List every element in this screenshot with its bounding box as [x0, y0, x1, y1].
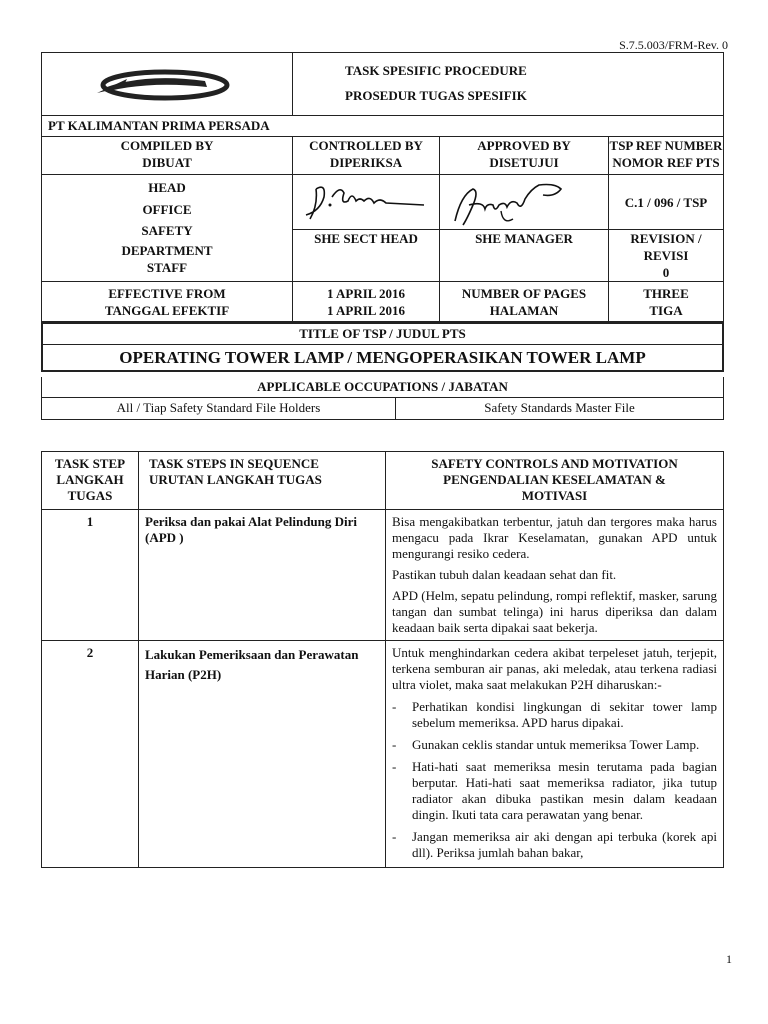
compiler-role-line: HEAD: [148, 180, 186, 195]
header-line: SAFETY CONTROLS AND MOTIVATION: [431, 456, 678, 471]
header-table: [41, 52, 724, 322]
ref-number-value: C.1 / 096 / TSP: [609, 175, 724, 230]
effective-date-line: 1 APRIL 2016: [326, 285, 405, 301]
pages-header: [440, 282, 609, 322]
list-item: [392, 737, 717, 753]
tsp-title-label: TITLE OF TSP / JUDUL PTS: [42, 323, 723, 344]
controller-signature-cell: [293, 175, 440, 230]
table-row: [42, 641, 724, 868]
ref-number-header: [609, 137, 724, 175]
approved-by-label: APPROVED BY: [477, 138, 571, 153]
task-steps-table: [41, 451, 724, 868]
controlled-by-label: CONTROLLED BY: [309, 138, 423, 153]
safety-controls: [386, 641, 724, 868]
bullet-text: Hati-hati saat memeriksa mesin terutama pada bagian berputar. Hati-hati saat memeriksa radiator, jika tutup radiator akan dibuka pastikan mesin dalam keadaan dingin. Ikuti tata cara perawatan yang benar.: [412, 759, 717, 822]
compiled-by-label: COMPILED BY: [120, 138, 214, 153]
controlled-by-label-id: DIPERIKSA: [329, 155, 403, 170]
bullet-dash: -: [392, 699, 397, 714]
col-safety-header: [386, 452, 724, 510]
header-line: LANGKAH: [56, 472, 124, 487]
ref-number-label: TSP REF NUMBER: [609, 138, 723, 153]
compiled-by-label-id: DIBUAT: [142, 155, 192, 170]
compiled-by-header: [42, 137, 293, 175]
title-block: [41, 322, 724, 372]
bullet-dash: -: [392, 759, 397, 774]
controlled-by-header: [293, 137, 440, 175]
header-line: URUTAN LANGKAH TUGAS: [149, 472, 322, 487]
step-number: 2: [42, 641, 139, 868]
pages-value-en: THREE: [643, 285, 689, 301]
signature-icon: [443, 175, 603, 229]
pages-label-id: HALAMAN: [489, 302, 559, 318]
col-task-step-header: [42, 452, 139, 510]
revision-cell: [609, 230, 724, 282]
pages-value: [609, 282, 724, 322]
step-description: Lakukan Pemeriksaan dan Perawatan Harian (P2H): [139, 641, 386, 868]
approver-role: SHE MANAGER: [440, 230, 609, 282]
ref-number-label-id: NOMOR REF PTS: [612, 155, 720, 170]
safety-controls: [386, 510, 724, 641]
col-sequence-header: [139, 452, 386, 510]
compiler-role-line: SAFETY: [141, 223, 193, 238]
list-item: [392, 829, 717, 861]
occupation-master-file: Safety Standards Master File: [396, 397, 724, 419]
compiler-role-line: DEPARTMENT: [121, 242, 213, 258]
header-line: TASK STEP: [54, 456, 126, 471]
revision-label: REVISION / REVISI: [630, 231, 702, 263]
page-number: 1: [726, 952, 732, 966]
form-code: S.7.5.003/FRM-Rev. 0: [619, 38, 728, 52]
bullet-text: Jangan memeriksa air aki dengan api terbuka (korek api dll). Periksa jumlah bahan bakar,: [412, 829, 717, 860]
list-item: [392, 699, 717, 731]
step-number: 1: [42, 510, 139, 641]
header-line: PENGENDALIAN KESELAMATAN &: [443, 472, 666, 487]
compiler-role-line: OFFICE: [142, 201, 192, 217]
effective-label: EFFECTIVE FROM: [108, 285, 226, 301]
logo-cell: [42, 53, 293, 116]
control-text: APD (Helm, sepatu pelindung, rompi reflektif, masker, sarung tangan dan sumbat telinga) ini harus diperiksa dan dalam keadaan baik serta dipakai saat bekerja.: [392, 588, 717, 635]
compiler-role: [42, 175, 293, 282]
control-text: Untuk menghindarkan cedera akibat terpeleset jatuh, terjepit, terkena semburan air panas, aki meledak, atau terkena radiasi ultra violet, maka saat melakukan P2H diharuskan:-: [392, 645, 717, 692]
control-text: Bisa mengakibatkan terbentur, jatuh dan tergores maka harus mengacu pada Ikrar Keselamatan, gunakan APD untuk mengurangi resiko cedera.: [392, 514, 717, 561]
controller-role: SHE SECT HEAD: [293, 230, 440, 282]
company-name: PT KALIMANTAN PRIMA PERSADA: [42, 116, 724, 137]
effective-label-id: TANGGAL EFEKTIF: [104, 302, 230, 318]
revision-value: 0: [662, 265, 670, 280]
header-line: TASK STEPS IN SEQUENCE: [149, 456, 319, 471]
approved-by-label-id: DISETUJUI: [489, 155, 559, 170]
bullet-dash: -: [392, 737, 397, 752]
tsp-title: OPERATING TOWER LAMP / MENGOPERASIKAN TOWER LAMP: [42, 344, 723, 371]
effective-date: [293, 282, 440, 322]
list-item: [392, 759, 717, 823]
bullet-text: Gunakan ceklis standar untuk memeriksa Tower Lamp.: [412, 737, 700, 752]
pages-label: NUMBER OF PAGES: [461, 285, 587, 301]
signature-icon: [296, 175, 436, 229]
title-cell: [293, 53, 724, 116]
bullet-text: Perhatikan kondisi lingkungan di sekitar tower lamp sebelum memeriksa. APD harus dipakai.: [412, 699, 717, 730]
effective-from-header: [42, 282, 293, 322]
occupation-holders: All / Tiap Safety Standard File Holders: [42, 397, 396, 419]
document-title-en: TASK SPESIFIC PROCEDURE: [345, 63, 527, 78]
document-title-id: PROSEDUR TUGAS SPESIFIK: [345, 88, 527, 103]
control-text: Pastikan tubuh dalan keadaan sehat dan fit.: [392, 567, 617, 582]
occupations-table: [41, 377, 724, 420]
bullet-dash: -: [392, 829, 397, 844]
step-description: Periksa dan pakai Alat Pelindung Diri (APD ): [139, 510, 386, 641]
table-row: [42, 510, 724, 641]
header-line: TUGAS: [67, 488, 113, 503]
approved-by-header: [440, 137, 609, 175]
approver-signature-cell: [440, 175, 609, 230]
header-line: MOTIVASI: [521, 488, 588, 503]
company-logo-icon: [87, 65, 237, 105]
pages-value-id: TIGA: [649, 302, 683, 318]
effective-date-line: 1 APRIL 2016: [326, 302, 405, 318]
occupations-label: APPLICABLE OCCUPATIONS / JABATAN: [42, 377, 724, 397]
compiler-role-line: STAFF: [146, 259, 188, 275]
